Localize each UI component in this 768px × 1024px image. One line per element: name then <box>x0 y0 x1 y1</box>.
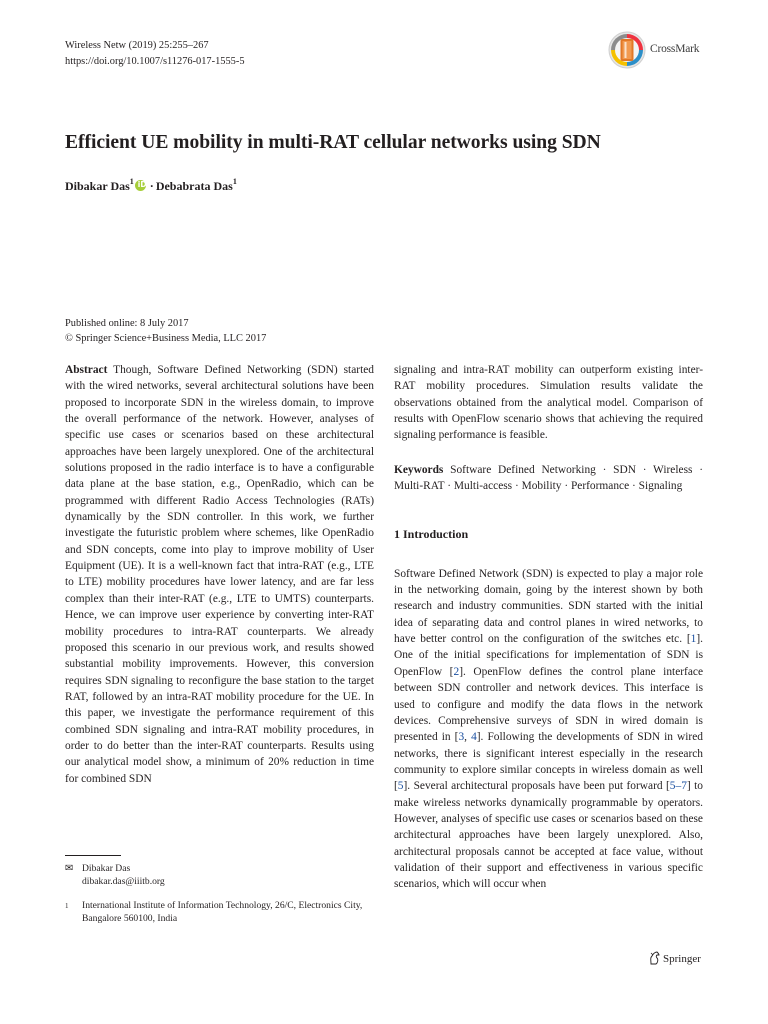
author-name[interactable]: Debabrata Das <box>155 179 233 193</box>
citation-link[interactable]: 5–7 <box>669 780 687 793</box>
citation-link[interactable]: 2 <box>453 665 460 678</box>
citation-link[interactable]: 3 <box>458 731 465 744</box>
right-column <box>394 362 703 893</box>
keywords-list: Software Defined Networking · SDN · Wireless · Multi-RAT · Multi-access · Mobility · Performance · Signaling <box>394 463 703 493</box>
intro-paragraph: Software Defined Network (SDN) is expected to play a major role in the networking domain, going by the interest shown by both research and industry communities. SDN started with the initial idea of separating data and control planes in wired networks, to have better control on the configuration of the switches etc. [1]. One of the initial specifications for implementation of SDN is OpenFlow [2]. OpenFlow defines the control plane interface between SDN controller and network devices. This interface is used to configure and modify the data flows in the network devices. Comprehensive surveys of SDN in wired domain is presented in [3, 4]. Following the developments of SDN in wired networks, there is significant interest especially in the research community to explore similar concepts in wireless domain as well [5]. Several architectural proposals have been put forward [5–7] to make wireless networks dynamically programmable by operators. However, analyses of specific use cases or scenarios based on these architectural approaches have been largely unexplored. Also, architectural proposals cannot be accepted at face value, without validation of their support and effectiveness in various specific scenarios, which will occur when <box>394 567 704 891</box>
author-email[interactable]: dibakar.das@iiitb.org <box>82 875 165 887</box>
crossmark-icon <box>608 31 646 69</box>
journal-citation: Wireless Netw (2019) 25:255–267 <box>65 40 209 51</box>
crossmark-button[interactable] <box>608 31 708 69</box>
copyright-notice: © Springer Science+Business Media, LLC 2017 <box>65 333 267 345</box>
affiliation-marker: 1 <box>65 902 69 910</box>
published-date: Published online: 8 July 2017 <box>65 318 189 329</box>
affiliation-marker: 1 <box>232 177 237 186</box>
abstract-label: Abstract <box>65 364 108 376</box>
footnote <box>65 863 372 925</box>
affiliation-row <box>65 900 372 925</box>
publisher-name: Springer <box>663 953 701 965</box>
corresponding-author: Dibakar Das <box>82 863 131 874</box>
affiliation-text: International Institute of Information Technology, 26/C, Electronics City, Bangalore 560100, India <box>82 900 363 924</box>
doi-link[interactable]: https://doi.org/10.1007/s11276-017-1555-5 <box>65 55 245 67</box>
correspondence-row <box>65 863 372 888</box>
journal-meta <box>65 38 245 69</box>
citation-link[interactable]: 1 <box>690 633 697 646</box>
footnote-divider <box>65 855 121 856</box>
left-column <box>65 362 374 787</box>
orcid-icon[interactable]: iD <box>135 180 146 191</box>
paper-title: Efficient UE mobility in multi-RAT cellular networks using SDN <box>65 132 601 153</box>
publisher-logo <box>648 951 701 965</box>
citation-link[interactable]: 5 <box>397 780 404 793</box>
abstract-text: Though, Software Defined Networking (SDN) started with the wired networks, several architectural solutions have been proposed to incorporate SDN in the wireless domain, to improve the overall performance of the network. However, analyses of specific use cases or scenarios based on these architectural approaches have been largely unexplored. One of the architectural solutions proposed in the radio interface is to have a configurable data plane at the base station, e.g., OpenRadio, which can be programmed with different Radio Access Technologies (RATs) dynamically by the SDN controller. In this work, we further investigate the futuristic problem where schemes, like OpenRadio and SDN concepts, come into play to improve mobility of User Equipment (UE). It is a well-known fact that intra-RAT (e.g., LTE to LTE) mobility procedures have lower latency, and are far less complex than their inter-RAT (e.g., LTE to UMTS) counterparts. Hence, we can improve user experience by converting inter-RAT mobility procedures to intra-RAT counterparts. We already proposed this scenario in our previous work, and results showed substantial mobility improvements. However, this conversion requires SDN signaling to reconfigure the base station to the target RAT, followed by an intra-RAT mobility procedure for the UE. In this paper, we investigate the performance requirement of this combined SDN signaling and intra-RAT mobility procedures, in order to do better than the inter-RAT counterparts. Results using our analytical model show, a minimum of 20% reduction in time for combined SDN <box>65 364 374 785</box>
envelope-icon: ✉ <box>65 863 74 874</box>
keywords-paragraph <box>394 462 703 495</box>
affiliation-marker: 1 <box>129 177 134 186</box>
keywords-label: Keywords <box>394 463 444 476</box>
springer-horse-icon <box>648 951 661 965</box>
abstract-paragraph <box>65 362 374 787</box>
publication-info <box>65 316 266 346</box>
crossmark-label: CrossMark <box>650 43 700 55</box>
author-name[interactable]: Dibakar Das <box>65 179 130 193</box>
author-list <box>65 178 237 194</box>
author-separator: · <box>149 179 154 193</box>
citation-link[interactable]: 4 <box>471 731 477 744</box>
abstract-continued: signaling and intra-RAT mobility can outperform existing inter-RAT mobility procedures. Simulation results validate the observations obtained from the analytical model. Comparison of results with OpenFlow scenario shows that achieving the required signaling performance is feasible. <box>394 364 703 442</box>
section-heading: 1 Introduction <box>394 527 469 542</box>
